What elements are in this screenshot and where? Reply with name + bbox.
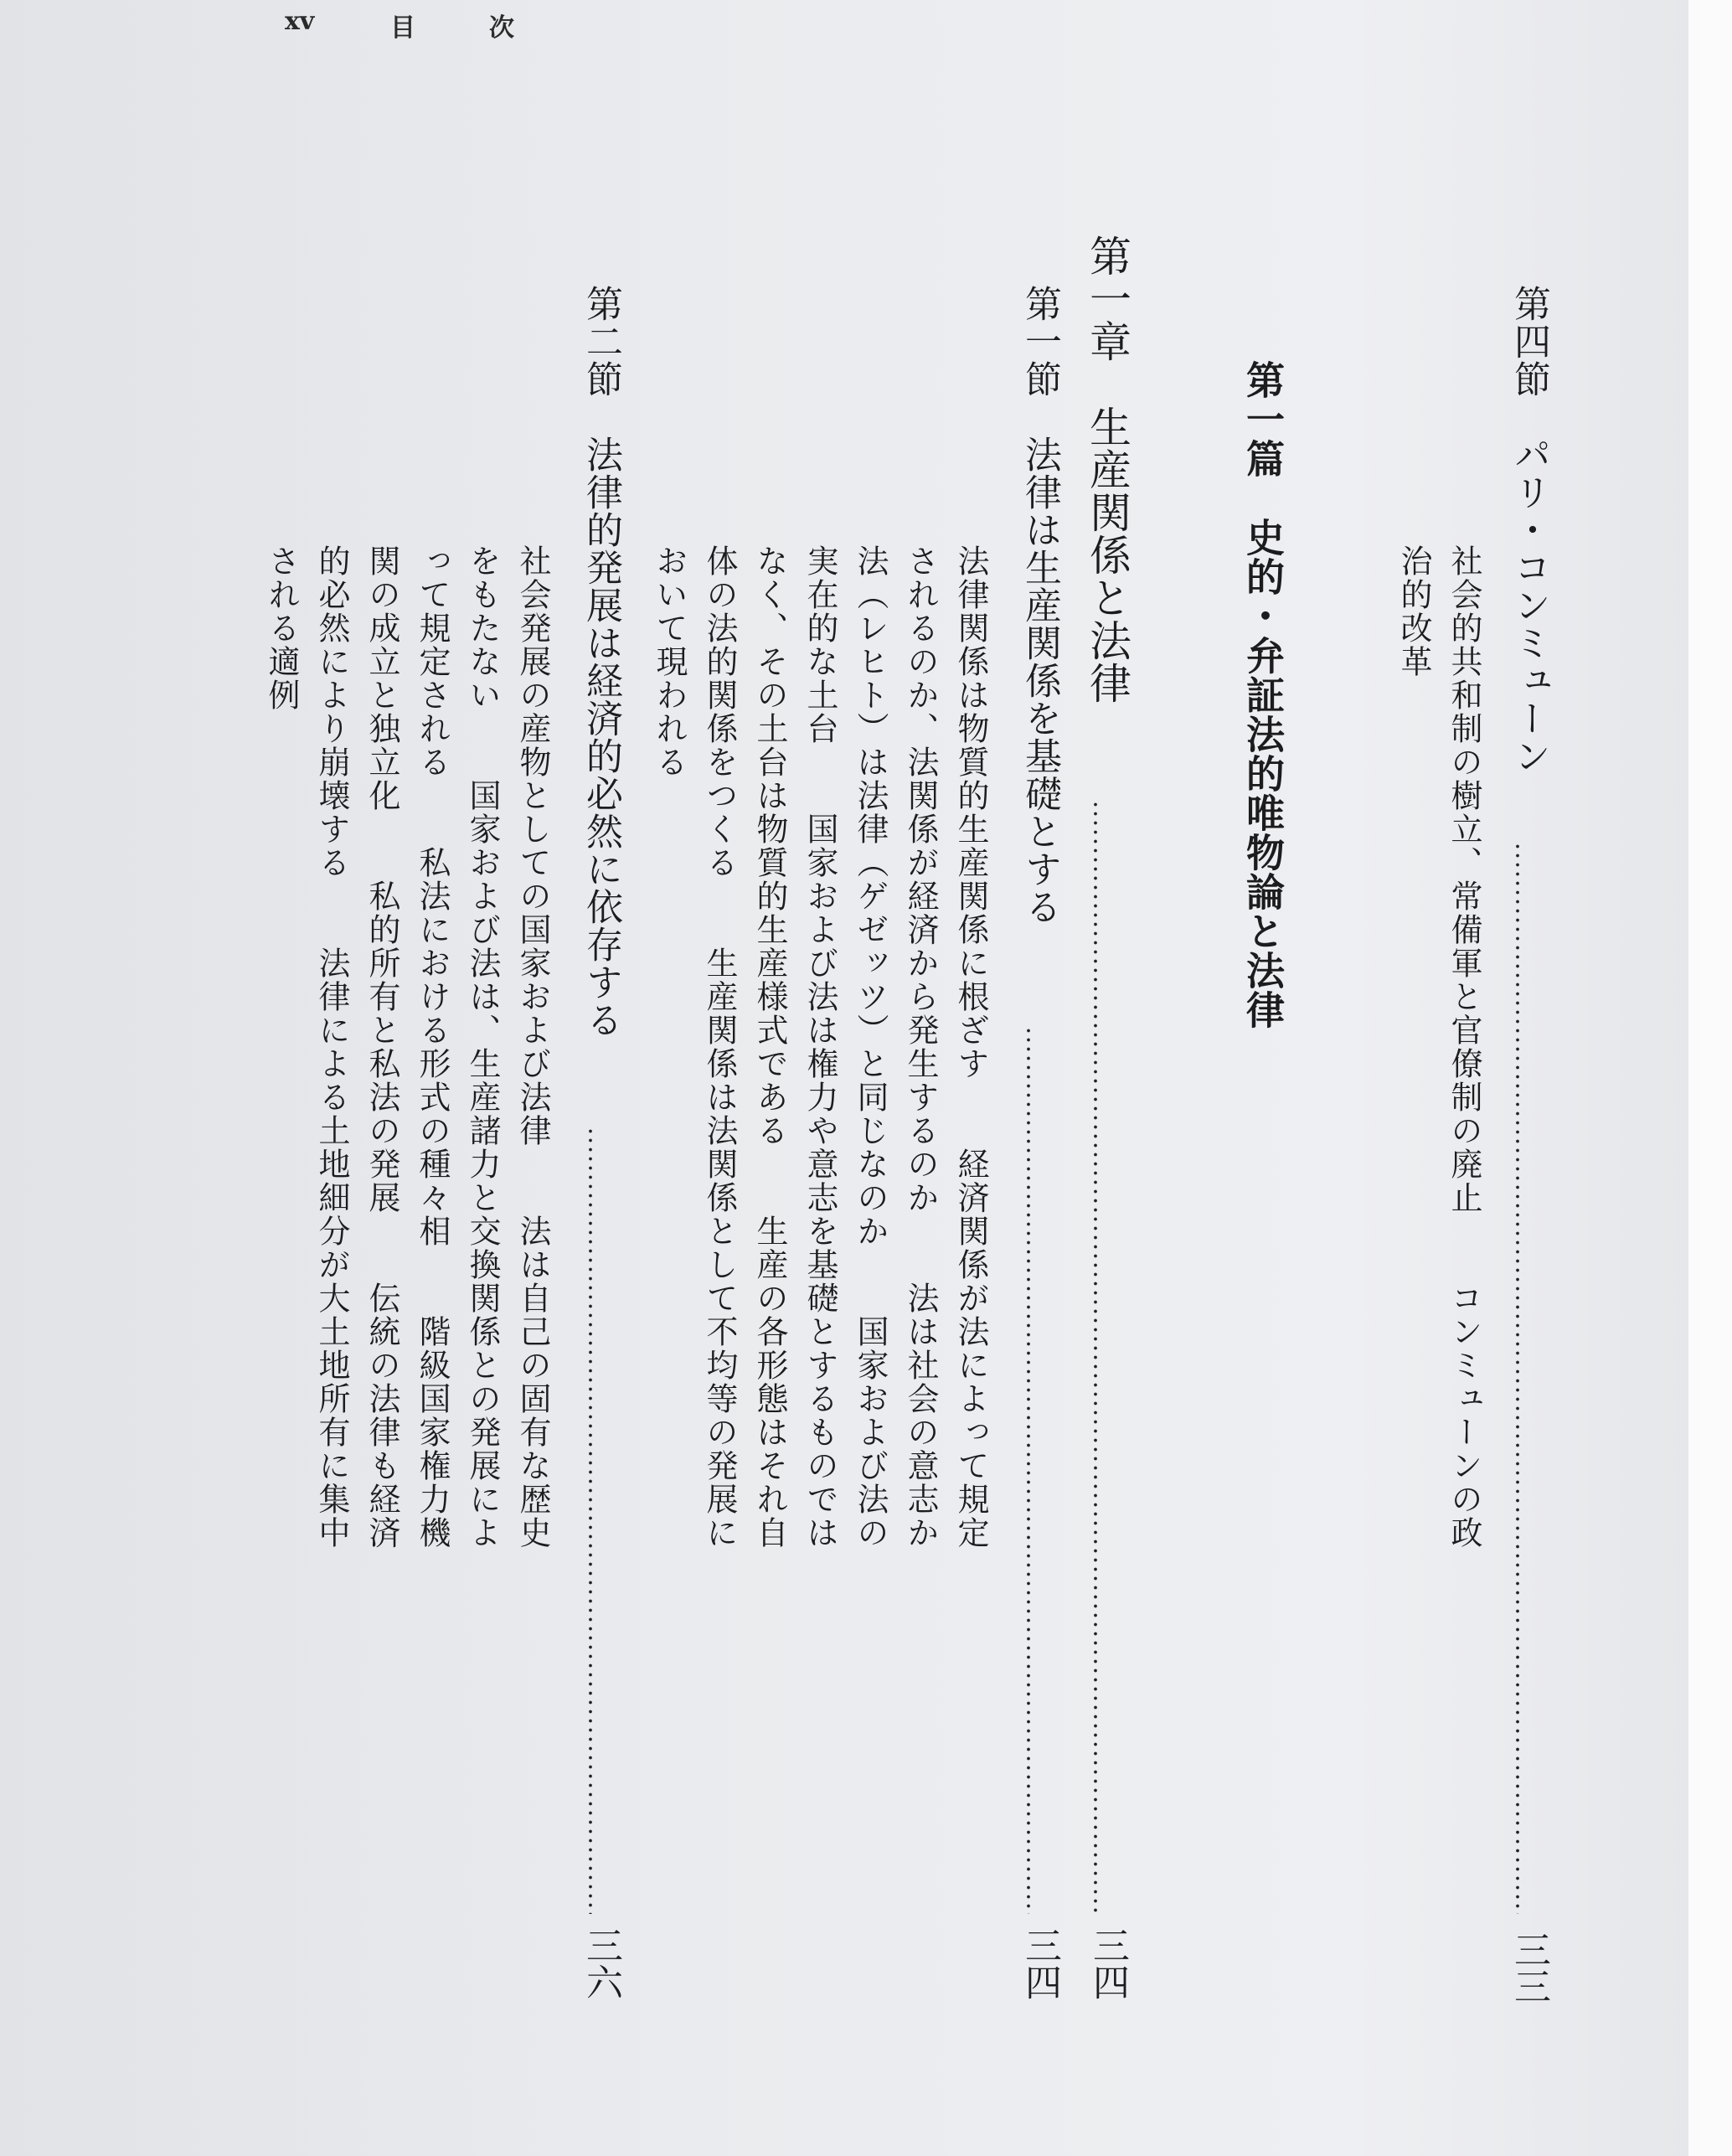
toc-chapter1-page-number: 三四 xyxy=(1086,1926,1129,2000)
header-title-char-1: 目 xyxy=(390,13,415,43)
toc-ch1-sec2-desc-line-3: って規定される 私法における形式の種々相 階級国家権力機 xyxy=(414,544,451,1550)
toc-sec4-heading: 第四節 パリ・コンミューン xyxy=(1508,285,1550,775)
toc-part1-heading: 第一篇 史的・弁証法的唯物論と法律 xyxy=(1240,360,1286,1029)
toc-ch1-sec1-leader-dots xyxy=(1026,1026,1031,1914)
toc-ch1-sec2-desc-line-2: をもたない 国家および法は、生産諸力と交換関係との発展によ xyxy=(464,544,501,1550)
toc-ch1-sec2-page-number: 三六 xyxy=(580,1926,622,2000)
page-edge xyxy=(1688,0,1732,2156)
toc-ch1-sec2-desc-line-6: される適例 xyxy=(263,544,300,712)
toc-ch1-sec1-desc-line-1: 法律関係は物質的生産関係に根ざす 経済関係が法によって規定 xyxy=(952,544,989,1550)
page-roman-numeral: xv xyxy=(285,7,315,36)
toc-ch1-sec1-desc-line-4: 実在的な土台 国家および法は権力や意志を基礎とするものでは xyxy=(802,544,838,1550)
toc-chapter1-heading: 第一章 生産関係と法律 xyxy=(1083,235,1131,704)
toc-ch1-sec2-desc-line-5: 的必然により崩壊する 法律による土地細分が大土地所有に集中 xyxy=(313,544,350,1550)
toc-ch1-sec1-desc-line-3: 法（レヒト）は法律（ゲゼッツ）と同じなのか 国家および法の xyxy=(852,544,889,1550)
toc-ch1-sec2-heading: 第二節 法律的発展は経済的必然に依存する xyxy=(580,285,622,1039)
toc-ch1-sec1-desc-line-5: なく、その土台は物質的生産様式である 生産の各形態はそれ自 xyxy=(751,544,788,1550)
toc-sec4-desc-line-2: 治的改革 xyxy=(1395,544,1432,678)
toc-ch1-sec1-desc-line-6: 体の法的関係をつくる 生産関係は法関係として不均等の発展に xyxy=(701,544,738,1550)
toc-ch1-sec1-heading: 第一節 法律は生産関係を基礎とする xyxy=(1018,285,1061,926)
toc-ch1-sec2-desc-line-4: 関の成立と独立化 私的所有と私法の発展 伝統の法律も経済 xyxy=(363,544,400,1550)
toc-ch1-sec2-leader-dots xyxy=(588,1127,593,1914)
toc-sec4-desc-line-1: 社会的共和制の樹立、常備軍と官僚制の廃止 コンミューンの政 xyxy=(1446,544,1482,1550)
toc-ch1-sec1-desc-line-7: おいて現われる xyxy=(651,544,688,779)
toc-ch1-sec1-page-number: 三四 xyxy=(1018,1926,1061,2000)
toc-sec4-leader-dots xyxy=(1515,842,1520,1914)
toc-chapter1-leader-dots xyxy=(1093,800,1098,1914)
toc-sec4-page-number: 三三 xyxy=(1508,1931,1550,2004)
toc-ch1-sec1-desc-line-2: されるのか、法関係が経済から発生するのか 法は社会の意志か xyxy=(902,544,939,1550)
toc-ch1-sec2-desc-line-1: 社会発展の産物としての国家および法律 法は自己の固有な歴史 xyxy=(514,544,551,1550)
header-title-char-2: 次 xyxy=(489,13,514,43)
